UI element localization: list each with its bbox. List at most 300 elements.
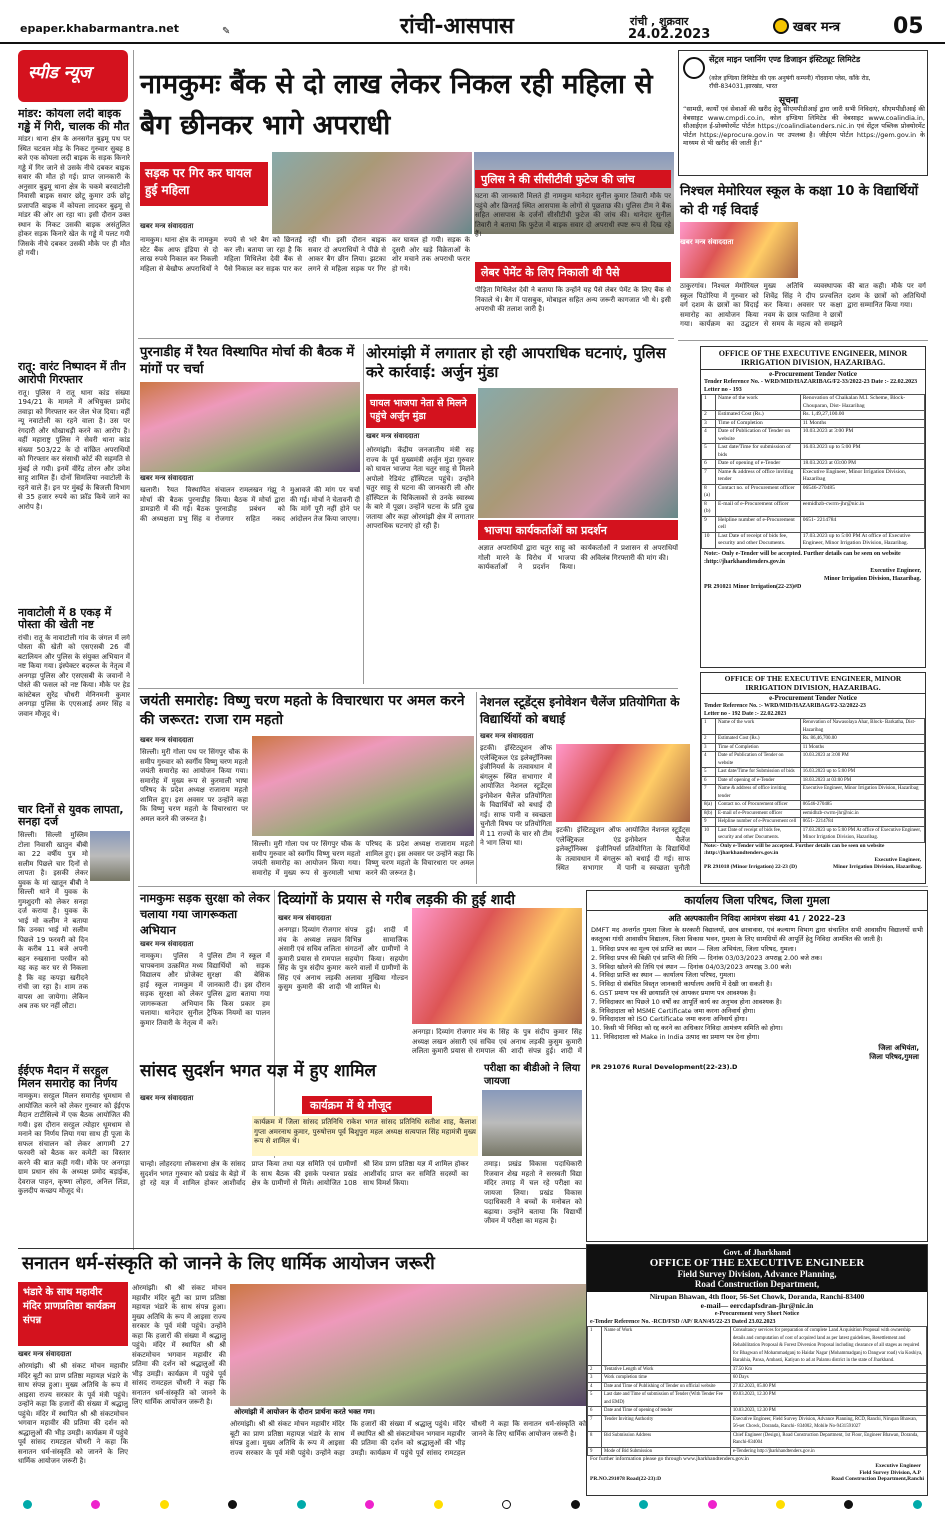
table-cell: Estimated Cost (Rs.) xyxy=(716,411,801,420)
table-row xyxy=(702,411,925,420)
table-cell: Rs. 86,46,700.00 xyxy=(800,735,924,744)
table-row xyxy=(702,428,925,444)
tender-pr-text: PR 291018 (Minor Irrigation) 22-23 (D) xyxy=(704,863,797,870)
reg-dot xyxy=(776,1500,785,1509)
table-cell: 4 xyxy=(702,428,716,444)
sanatan-byline: खबर मन्त्र संवाददाता xyxy=(18,1350,72,1358)
table-cell: 10.03.2023, 12.30 PM xyxy=(730,1407,926,1416)
reg-dot xyxy=(23,1500,32,1509)
labour-bar xyxy=(475,262,671,282)
table-cell: Contact no. of Procurement officer xyxy=(716,484,801,500)
table-cell: Last date/Time for submission of bids xyxy=(716,444,801,460)
brief-headline: चार दिनों से युवक लापता, सनहा दर्ज xyxy=(18,802,124,829)
govt-title: e-Procurement very Short Notice xyxy=(714,1311,800,1317)
brief-headline: रातू: वारंट निष्पादन में तीन आरोपी गिरफ्तार xyxy=(18,360,126,386)
govt-line-5: Nirupan Bhawan, 4th floor, 56-Set Chowk, Doranda, Ranchi-83400 xyxy=(649,1292,865,1301)
labour-body: पीड़िता मिथिलेश देवी ने बताया कि उन्होंने यह पैसे लेबर पेमेंट के लिए बैंक से निकाले थे। बैग में पासबुक, मोबाइल सहित अन्य जरूरी कागजात भी थे। इसी अपराधी की तलाश जारी है। xyxy=(475,286,671,313)
divyang-body: अनगड़ा। दिव्यांग रोजगार मंच के अध्यक्ष लखन अंसारी एवं सचिव ललिता कुमारी प्रयास से रामपाल सिंह के पुत्र संदीप कुमार सिंह एवं अनाथ लड़की कुसुम कुमारी की शादी संपन्न हुई। शादी में विभिन्न सामाजिक संगठनों और ग्रामीणों ने सहयोग किया। सहयोग करने वालों में ग्रामीणों के अलावा मुखिया गोल्डन भी शामिल थे। xyxy=(278,926,408,991)
zila-sign-2: जिला परिषद,गुमला xyxy=(869,1052,919,1061)
brief-body: मांडर। थाना क्षेत्र के अनसगेत बुढ़मू पथ पर स्थित चटवल मोड़ के निकट गुरुवार सुबह 8 बजे एक कोयला लदी बाइक के सड़क किनारे गड्ढे में गिर जाने से उसके नीचे दबकर बाइक सवार की मौत हो गई। प्राप्त जानकारी के अनुसार बुढ़मू थाना क्षेत्र के चकमे बरवाटोली निवासी बाइक सवार छोटू कुमार उर्फ छोटू प्रजापति बाइक में कोयला लादकर बुढ़मू से मांडर की ओर आ रहा था। इसी दौरान उक्त स्थान के निकट उसकी बाइक असंतुलित होकर सड़क किनारे खेत के गड्ढे में पलट गयी जिसके नीचे दबकर उसकी मौके पर ही मौत हो गयी। xyxy=(18,135,130,258)
table-cell: 10.03.2023 at 3:00 PM xyxy=(800,752,924,768)
sudarshan-body: चान्हो। लोहरदगा लोकसभा क्षेत्र के सांसद सुदर्शन भगत गुरुवार को प्रखंड के बेड़ो में हो रहे यज्ञ में शामिल होकर आशीर्वाद प्राप्त किया तथा यज्ञ समिति एवं ग्रामीणों के साथ बैठक की इसके पश्चात प्रखंड क्षेत्र के ग्रामीणों से मिले। आयोजित 108 श्री शिव प्राण प्रतिष्ठा यज्ञ में शामिल होकर आशीर्वाद प्राप्त कर समिति सदस्यों का साथ विमर्श किया। xyxy=(140,1160,469,1187)
table-cell: Time of Completion xyxy=(716,419,801,428)
school-photo xyxy=(680,222,798,278)
reg-dot xyxy=(571,1500,580,1509)
table-cell: 9 xyxy=(702,818,716,827)
table-cell: 16.03.2023 up to 5:00 PM xyxy=(800,444,924,460)
tender-letter: Letter no - 192 Date :- 22.02.2023 xyxy=(704,711,787,717)
list-item: 1. निविदा प्रपत्र का मूल्य एवं प्राप्ति का स्थान — जिला अभियंता, जिला परिषद, गुमला। xyxy=(591,945,797,953)
cmpdi-org: सेंट्रल माइन प्लानिंग एण्ड डिजाइन इंस्टिट्यूट लिमिटेड xyxy=(709,55,861,64)
table-cell: Executive Engineer, Minor Irrigation Division, Hazaribag xyxy=(800,785,924,801)
sudarshan-photo xyxy=(482,1090,582,1156)
table-cell: Rs. 1,49,27,100.00 xyxy=(800,411,924,420)
jayanti-byline: खबर मन्त्र संवाददाता xyxy=(140,736,194,744)
lead-headline: नामकुमः बैंक से दो लाख लेकर निकल रही महिला से बैग छीनकर भागे अपराधी xyxy=(140,69,653,141)
table-row xyxy=(702,500,925,516)
lead-kicker xyxy=(140,162,268,206)
govt-sign-3: Road Construction Department,Ranchi xyxy=(831,1476,924,1482)
table-row xyxy=(702,444,925,460)
table-row xyxy=(702,460,925,469)
table-row xyxy=(702,768,925,777)
list-item: 2. निविदा प्रपत्र की बिक्री एवं प्राप्ति की तिथि — दिनांक 03/03/2023 अपराह्न 2.00 बजे तक। xyxy=(591,953,823,962)
tender-ref: Tender Reference No. - WRD/MID/HAZARIBAG/F2-33/2022-23 Date :- 22.02.2023 xyxy=(704,379,918,385)
table-cell: 7 xyxy=(588,1415,602,1431)
tender-note: Note:- Only e-Tender will be accepted. Further details can be seen on website :http://jharkhandtenders.gov.in xyxy=(704,550,901,565)
tender-title: e-Procurement Tender Notice xyxy=(769,370,857,378)
list-item: 7. निविदाकार का पिछले 10 वर्षों का आपूर्ति कार्य का अनुभव होना आवश्यक है। xyxy=(591,997,782,1006)
table-cell: Last Date of receipt of bids fee, security and other Documents. xyxy=(716,532,801,548)
table-cell: 8 xyxy=(588,1431,602,1447)
brand-logo xyxy=(773,16,885,36)
list-item: 11. निविदादाता को Make in India उत्पाद का प्रमाण पत्र देना होगा। xyxy=(591,1032,760,1041)
national-body-2: इटकी। इंस्टिट्यूशन ऑफ एलेक्ट्रिकल एंड इलेक्ट्रॉनिक्स इंजीनियर्स के तत्वावधान में बंगलुरू स्थित सभागार में आयोजित नेशनल स्टूडेंट्स इनोवेशन चैलेंज प्रतियोगिता के विद्यार्थियों को बधाई दी गई। साफ पानी व स्वच्छता चुनौती xyxy=(556,826,690,872)
table-cell: Date of Publication of Tender on website xyxy=(716,428,801,444)
table-cell: Name & address of office inviting tender xyxy=(716,785,801,801)
table-cell: 3 xyxy=(702,743,716,752)
national-body: इटकी। इंस्टिट्यूशन ऑफ एलेक्ट्रिकल एंड इलेक्ट्रॉनिक्स इंजीनियर्स के तत्वावधान में बंगलुरू स्थित सभागार में आयोजित नेशनल स्टूडेंट्स इनोवेशन चैलेंज प्रतियोगिता के विद्यार्थियों को बधाई दी गई। साफ पानी व स्वच्छता चुनौती विषय पर प्रतियोगिता में 11 राज्यों के चार सौ टीम ने भाग लिया था। xyxy=(480,744,552,847)
ormanjhi-kicker xyxy=(366,394,476,428)
list-item: 6. GST प्रमाण पत्र की छायाप्रति एवं आयकर प्रमाण पत्र आवश्यक है। xyxy=(591,988,756,997)
sanatan-headline: सनातन धर्म-संस्कृति को जानने के लिए धार्मिक आयोजन जरूरी xyxy=(22,1253,435,1274)
table-cell: 2 xyxy=(702,735,716,744)
table-cell: Date of Publication of Tender on website xyxy=(716,752,801,768)
govt-line-1: Govt. of Jharkhand xyxy=(723,1248,791,1257)
table-cell: 06546-270485 xyxy=(800,801,924,810)
divyang-photo xyxy=(412,908,582,1024)
table-row xyxy=(588,1415,927,1431)
reg-dot xyxy=(639,1500,648,1509)
table-cell: 17.03.2023 up to 5:00 PM At office of Executive Engineer, Minor Irrigation Division, Hazaribag. xyxy=(800,532,924,548)
table-row xyxy=(588,1431,927,1447)
table-cell: Date and Time of Publishing of Tender on official website xyxy=(602,1382,731,1391)
brand-name: खबर मन्त्र xyxy=(793,20,841,35)
table-cell: Estimated Cost (Rs.) xyxy=(716,735,801,744)
brief-body: रांची। रातू के नावाटोली गांव के जंगल में लगे पोस्ता की खेती को एसएसबी 26 वीं बटालियन और पुलिस के संयुक्त अभियान में नष्ट किया गया। इंस्पेक्टर बदरूल के नेतृत्व में अनगड़ा पुलिस और एसएसबी के जवानों ने पोस्ते की फसल को नष्ट किया। मौके पर हेड कांस्टेबल सुरेंद्र चौधरी मेनिनमनी कुमार अनगड़ा पुलिस के एएसआई अमर सिंह व जवान मौजूद थे। xyxy=(18,633,130,718)
national-headline: नेशनल स्टूडेंट्स इनोवेशन चैलेंज प्रतियोगिता के विद्यार्थियों को बधाई xyxy=(480,695,680,726)
tender-notice-2 xyxy=(700,672,926,884)
ormanjhi-byline: खबर मन्त्र संवाददाता xyxy=(366,432,420,440)
divyang-byline: खबर मन्त्र संवाददाता xyxy=(278,914,332,922)
sudarshan-kicker xyxy=(302,1096,432,1114)
jayanti-body-2: सिल्ली। मुरी गोला पथ पर सिंगपुर चौक के समीप गुरुवार को स्वर्गीय विष्णु चरण महतो जयंती समारोह का आयोजन किया गया। समारोह में मुख्य रूप से कुरमाली भाषा परिषद के प्रदेश अध्यक्ष राजाराम महतो शामिल हुए। इस अवसर पर उन्होंने कहा कि विष्णु चरण महतो के विचारधारा पर अमल करने की जरूरत है। xyxy=(252,840,474,877)
section-title: रांची-आसपास xyxy=(400,14,514,39)
table-cell: Date of opening of e-Tender xyxy=(716,776,801,785)
table-cell: 18.03.2023 at 03:00 PM xyxy=(800,776,924,785)
table-cell: 6 xyxy=(702,460,716,469)
govt-note: For further information please go through www.jharkhandtenders.gov.in xyxy=(590,1456,749,1462)
raiyat-byline: खबर मन्त्र संवाददाता xyxy=(140,474,194,482)
table-cell: Last date/Time for Submission of bids xyxy=(716,768,801,777)
protest-text: भाजपा कार्यकर्ताओं का प्रदर्शन xyxy=(484,524,607,537)
tender-sign-1: Executive Engineer, xyxy=(874,856,921,863)
speed-news-label: स्पीड न्यूज xyxy=(28,63,92,83)
table-row xyxy=(702,743,925,752)
divider xyxy=(18,1248,588,1249)
table-cell: Renovation of Chaikalan M.I. Scheme, Block- Chouparan, Dist- Hazaribag xyxy=(800,395,924,411)
table-row xyxy=(588,1327,927,1366)
tender-pr: PR 291021 Minor Irrigation(22-23)#D xyxy=(704,583,802,590)
tender-table xyxy=(701,718,925,843)
brief-ratu xyxy=(18,361,130,602)
zila-title: कार्यालय जिला परिषद, जिला गुमला xyxy=(587,891,927,911)
table-cell: Executive Engineer, Minor Irrigation Division, Hazaribag xyxy=(800,468,924,484)
ormanjhi-headline: ओरमांझी में लगातार हो रही आपराधिक घटनाएं, पुलिस करे कार्रवाई: अर्जुन मुंडा xyxy=(366,344,666,381)
divyang-body-2: अनगड़ा। दिव्यांग रोजगार मंच के अध्यक्ष लखन अंसारी एवं सचिव ललिता कुमारी प्रयास से रामपाल सिंह के पुत्र संदीप कुमार सिंह एवं अनाथ लड़की कुसुम कुमारी की शादी संपन्न हुई। शादी में xyxy=(412,1028,582,1055)
table-cell: 1 xyxy=(702,395,716,411)
govt-table xyxy=(587,1326,927,1456)
list-item: 10. किसी भी निविदा को रद्द करने का अधिकार निविदा आमंत्रण समिति को होगा। xyxy=(591,1024,783,1033)
page-number: 05 xyxy=(893,14,924,39)
tender-sign-2: Minor Irrigation Division, Hazaribag. xyxy=(823,575,921,582)
brief-navatoli xyxy=(18,607,130,800)
tender-table xyxy=(701,394,925,549)
national-byline: खबर मन्त्र संवाददाता xyxy=(480,732,534,740)
list-item: 9. निविदादाता को ISO Certificate जमा करना अनिवार्य होगा। xyxy=(591,1015,748,1024)
list-item: 3. निविदा खोलने की तिथि एवं स्थान — दिनांक 04/03/2023 अपराह्न 3.00 बजे। xyxy=(591,962,792,971)
brief-headline: ईईएफ मैदान में सरहुल मिलन समारोह का निर्णय xyxy=(18,1064,118,1090)
table-cell: E-mail of e-Procurement officer xyxy=(716,809,801,818)
table-cell: 18.03.2023 at 03:00 PM xyxy=(800,460,924,469)
missing-person-photo xyxy=(90,831,130,881)
masthead xyxy=(0,0,945,44)
table-cell: Renovation of Nawasolaya Ahar, Block- Barkatha, Dist- Hazaribag xyxy=(800,719,924,735)
table-row xyxy=(702,776,925,785)
reg-dot xyxy=(913,1500,922,1509)
table-cell: 10 xyxy=(702,532,716,548)
table-cell: 11 Months xyxy=(800,743,924,752)
cctv-bar xyxy=(475,170,671,188)
labour-text: लेबर पेमेंट के लिए निकाली थी पैसे xyxy=(481,266,620,279)
table-cell: 06546-270485 xyxy=(800,484,924,500)
govt-line-2: OFFICE OF THE EXECUTIVE ENGINEER xyxy=(649,1257,865,1269)
table-cell: 9 xyxy=(588,1447,602,1456)
sanatan-caption: ओरमांझी में आयोजन के दौरान प्रार्थना करते भक्त गण। xyxy=(234,1408,375,1416)
road-safety-byline: खबर मन्त्र संवाददाता xyxy=(140,940,194,948)
cmpdi-notice-body: “सामग्री, कार्यों एवं सेवाओं की खरीद हेतु सीएमपीडीआई द्वारा जारी सभी निविदाएं, सीएमपीडीआई की वेबसाइट www.cmpdi.co.in, कोल इण्डिया लिमिटेड की वेबसाइट www.coalindia.in, सीआईएल ई-प्रोक्योरमेंट पोर्टल https://coalindiatenders.nic.in एवं सेंट्रल पब्लिक प्रोक्योरमेंट पोर्टल https://eprocure.gov.in पर उपलब्ध है। जीईएम पोर्टल https://gem.gov.in के माध्यम से भी खरीद की जाती है।” xyxy=(683,105,925,148)
table-row xyxy=(702,752,925,768)
table-cell: Bid Submission Address xyxy=(602,1431,731,1447)
raiyat-photo xyxy=(140,382,360,472)
table-cell: Tentative Length of Work xyxy=(602,1365,731,1374)
table-cell: Date of opening of e-Tender xyxy=(716,460,801,469)
protest-body: अज्ञात अपराधियों द्वारा चतुर साहू को गोली मारने के विरोध में भाजपा कार्यकर्ताओं ने प्रदर्शन किया। कार्यकर्ताओं ने प्रशासन से अपराधियों की अविलंब गिरफ्तारी की मांग की। xyxy=(478,544,678,571)
table-row xyxy=(702,484,925,500)
jayanti-headline-text: जयंती समारोह: विष्णु चरण महतो के विचारधारा पर अमल करने की जरूरत: राजा राम महतो xyxy=(140,693,465,728)
table-cell: 2 xyxy=(702,411,716,420)
tender-title: e-Procurement Tender Notice xyxy=(769,694,857,702)
divider xyxy=(678,340,928,341)
table-cell: 5 xyxy=(702,444,716,460)
cmpdi-logo-icon xyxy=(683,57,705,79)
road-safety-headline: नामकुमः सड़क सुरक्षा को लेकर चलाया गया जागरूकता अभियान xyxy=(140,891,270,937)
tender-note: Note:- Only e-Tender will be accepted. Further details can be seen on website :http://jharkhandtenders.gov.in xyxy=(704,842,885,856)
masthead-url[interactable]: epaper.khabarmantra.net xyxy=(20,22,179,35)
table-cell: Date and Time of opening of tender xyxy=(602,1407,731,1416)
table-cell: 9 xyxy=(702,516,716,532)
table-cell: eemidhzb-cwrrn-jhr@nic.in xyxy=(800,809,924,818)
reg-dot xyxy=(160,1500,169,1509)
table-row xyxy=(702,395,925,411)
table-cell: 11 Months xyxy=(800,419,924,428)
brief-body: सिल्ली। सिल्ली मुस्लिम टोला निवासी खातुन बीबी का 22 वर्षीय पुत्र मो सलीम पिछले चार दिनों से लापता है। इसकी लेकर युवक के मां खातून बीबी ने सिल्ली थाने में युवक के गुमशुदगी को लेकर सनहा दर्ज कराया है। युवक के भाई मो कलीम ने बताया कि उनका भाई मो सलीम पिछले 19 फरवरी को दिन के करीब 11 बजे अपनी बहन रुखसाना परवीन को यह कह कर घर से निकला है कि वह कपड़ा खरीदने रांची जा रहा है। शाम तक वापस आ जायेगा। लेकिन अब तक घर नहीं लौटा। xyxy=(18,831,88,1011)
table-cell: Contact no. of Procurement officer xyxy=(716,801,801,810)
reg-dot xyxy=(844,1500,853,1509)
bido-body: तमाड़। प्रखंड विकास पदाधिकारी रिजवान शेख महतो ने सरस्वती विद्या मंदिर तमाड़ में चल रहे परीक्षा का जायजा लिया। प्रखंड विकास पदाधिकारी ने बच्चों के मनोबल को बढ़ाया। उन्होंने बताया कि विद्यार्थी जीवन में परीक्षा का महत्व है। xyxy=(484,1160,582,1225)
zila-notice xyxy=(586,890,928,1242)
table-row xyxy=(588,1365,927,1374)
sanatan-body-2: ओरमांझी। श्री श्री संकट मोचन महावीर मंदिर बूटी का प्राण प्रतिष्ठा महायज्ञ भंडारे के साथ संपन्न हुआ। मुख्य अतिथि के रूप में आइसा राज्य सरकार के पूर्व मंत्री पहुंचे। उन्होंने कहा कि हजारों की संख्या में श्रद्धालु पहुंचे। मंदिर में स्थापित श्री श्री संकटमोचन भगवान महावीर की प्रतिमा की दर्शन को श्रद्धालुओं की भीड़ उमड़ी। कार्यक्रम में पहुंचे पूर्व सांसद रामटहल चौधरी ने कहा कि सनातन धर्म-संस्कृति को जानने के लिए धार्मिक आयोजन जरूरी है। xyxy=(132,1284,226,1406)
tender-pr xyxy=(701,864,925,871)
zila-lines xyxy=(587,943,927,1044)
table-cell: Name of the work xyxy=(716,719,801,735)
tender-letter: Letter no - 193 xyxy=(704,387,742,393)
table-cell: 7 xyxy=(702,785,716,801)
brief-headline: मांडर: कोयला लदी बाइक गड्ढे में गिरी, चालक की मौत xyxy=(18,108,130,133)
govt-sign-2: Field Survey Division, A.P xyxy=(859,1469,921,1476)
table-cell: 8 (b) xyxy=(702,500,716,516)
lead-kicker-text: सड़क पर गिर कर घायल हुई महिला xyxy=(145,166,252,197)
list-item: 5. निविदा से संबंधित विस्तृत जानकारी कार्यालय अवधि में देखी जा सकती है। xyxy=(591,980,773,989)
govt-ref: e-Tender Reference No. -RCD/FSD /AP/ RAN/45/22-23 Dated 23.02.2023 xyxy=(590,1319,776,1325)
cmpdi-notice-title: सूचना xyxy=(779,96,799,106)
table-cell: 10.03.2023 at 3:00 PM xyxy=(800,428,924,444)
table-cell: Name of the work xyxy=(716,395,801,411)
table-cell: 16.03.2023 up to 5:00 PM xyxy=(800,768,924,777)
tender-office: OFFICE OF THE EXECUTIVE ENGINEER, MINOR IRRIGATION DIVISION, HAZARIBAG. xyxy=(701,347,925,370)
cmpdi-notice xyxy=(678,50,928,176)
school-byline: खबर मन्त्र संवाददाता xyxy=(680,238,734,246)
cctv-text: पुलिस ने की सीसीटीवी फुटेज की जांच xyxy=(481,173,635,186)
zila-pr: PR 291076 Rural Development(22-23).D xyxy=(591,1062,738,1071)
table-cell: 6 xyxy=(702,776,716,785)
govt-line-4: Road Construction Department, xyxy=(694,1279,820,1289)
raiyat-body: खलारी। रैयत विस्थापित मोर्चा की बैठक पुरनाडीह डामडारी में की गई। बैठक की अध्यक्षता प्रभु सिंह व संचालन रामलखन गंझू ने किया। बैठक में मोर्चा द्वारा पुरनाडीह प्रबंधन को रोजगार सहित नकद मुआवजे की मांग पर चर्चा की गई। मोर्चा ने चेतावनी दी कि मांगें पूरी नहीं होने पर आंदोलन तेज किया जाएगा। xyxy=(140,486,360,523)
reg-dot xyxy=(91,1500,100,1509)
target-icon xyxy=(502,1500,511,1509)
table-row xyxy=(702,468,925,484)
govt-pr-text: PR.NO.291078 Road(22-23):D xyxy=(590,1476,662,1482)
reg-dot xyxy=(708,1500,717,1509)
cmpdi-sub: (कोल इण्डिया लिमिटेड की एक अनुषंगी कम्पनी) गोंदवाना प्लेस, काँके रोड, राँची-834031,झारखंड, भारत xyxy=(709,75,871,90)
table-cell: 5 xyxy=(588,1391,602,1407)
table-row xyxy=(702,818,925,827)
reg-dot xyxy=(297,1500,306,1509)
divider xyxy=(138,338,674,339)
table-cell: Consultancy services for preparation of complete Land Acquisition Proposal with ownership details and computation of cost of acquired land as per latest guidelines, Resettlement and Rehabilitation Proposal & Forest Diversion Proposal including clearance of all stages as required for Bhagwan of Mohammadganj to Haidar Nagar (Mohammadganj to Dangwar road) via Koshiya, Barakhia, Pansa, Ambasti, Katiyan to ad at Palamu district in the state of Jharkhand. xyxy=(730,1327,926,1366)
list-item: 4. निविदा प्राप्ति का स्थान — कार्यालय जिला परिषद, गुमला। xyxy=(591,971,736,980)
table-cell: 17.03.2023 up to 5:00 PM At office of Executive Engineer, Minor Irrigation Division, Hazaribag. xyxy=(800,826,924,842)
column-divider xyxy=(476,692,477,884)
govt-line-3: Field Survey Division, Advance Planning, xyxy=(677,1269,837,1279)
table-cell: 7 xyxy=(702,468,716,484)
table-row xyxy=(702,826,925,842)
table-cell: Time of Completion xyxy=(716,743,801,752)
speed-news-logo xyxy=(18,50,128,102)
table-cell: Chief Engineer (Design), Road Construction Department, 1st Floor, Engineer Bhawan, Doranda, Ranchi-834004 xyxy=(730,1431,926,1447)
cctv-body: घटना की जानकारी मिलते ही नामकुम थानेदार सुनील कुमार तिवारी मौके पर पहुंचे और छिनतई स्थित आसपास के लोगों से पूछताछ की। पुलिस टीम ने बैंक सहित आसपास के दर्जनों सीसीटीवी फुटेज की जांच की। थानेदार सुनील तिवारी ने बताया कि फुटेज में बाइक सवार दो अपराधी स्पष्ट रूप से दिख रहे हैं। xyxy=(475,192,671,238)
table-cell: 1 xyxy=(702,719,716,735)
table-row xyxy=(702,419,925,428)
table-cell: E-mail of e-Procurement officer xyxy=(716,500,801,516)
ormanjhi-body: ओरमांझी। केंद्रीय जनजातीय मंत्री सह राज्य के पूर्व मुख्यमंत्री अर्जुन मुंडा गुरुवार को घायल भाजपा नेता चतुर साहू से मिलने अपोलो रेडियंट हॉस्पिटल पहुंचे। उन्होंने चतुर साहू से घटना की जानकारी ली और हॉस्पिटल के चिकित्सकों से उनके स्वास्थ्य के बारे में पूछा। उन्होंने घटना के प्रति दुख जताया और कहा ओरमांझी क्षेत्र में लगातार आपराधिक घटनाएं हो रही हैं। xyxy=(366,446,474,530)
table-cell: 0651- 2214784 xyxy=(800,516,924,532)
divider xyxy=(138,688,678,689)
table-cell: Name of Work xyxy=(602,1327,731,1366)
table-cell: Name & address of office inviting tender xyxy=(716,468,801,484)
sanatan-side-title-text: भंडारे के साथ महावीर मंदिर प्राणप्रतिष्ठा कार्यक्रम संपन्न xyxy=(23,1287,116,1326)
brief-body: रातू। पुलिस ने रातू थाना कांड संख्या 194/21 के मामले में अभियुक्त प्रमोद तवाड़ा को गिरफ्तार कर जेल भेज दिया। वहीं न्यू नवाटोली का रहने वाला है। उस पर रंगदारी और धोखाधड़ी करने का आरोप है। वहीं महाराष्ट्र पुलिस ने सेवरी थाना कांड संख्या 503/22 के दो वांछित अपराधियों को गिरफ्तार कर संसाधी कोर्ट की सहमति से मुंबई ले गयी। इनमें वीरेंद्र तोरन और उमेश साहू शामिल हैं। दोनों सिमलिया नवाटोली के रहने वाले हैं। इन पर मुंबई के बिजली विभाग से 35 हजार रुपये का फ्रॉड किये जाने का आरोप है। xyxy=(18,388,130,511)
table-cell: Last date and Time of submission of Tender (With Tender Fee and EMD) xyxy=(602,1391,731,1407)
jayanti-body: सिल्ली। मुरी गोला पथ पर सिंगपुर चौक के समीप गुरुवार को स्वर्गीय विष्णु चरण महतो जयंती समारोह का आयोजन किया गया। समारोह में मुख्य रूप से कुरमाली भाषा परिषद के प्रदेश अध्यक्ष राजाराम महतो शामिल हुए। इस अवसर पर उन्होंने कहा कि विष्णु चरण महतो के विचारधारा पर अमल करने की जरूरत है। xyxy=(140,748,248,823)
raiyat-headline: पुरनाडीह में रैयत विस्थापित मोर्चा की बैठक में मांगों पर चर्चा xyxy=(140,345,355,377)
brief-headline: नावाटोली में 8 एकड़ में पोस्ता की खेती नष्ट xyxy=(18,605,112,632)
zila-sign-1: जिला अभियंता, xyxy=(878,1043,919,1052)
brief-missing xyxy=(18,804,130,1061)
reg-dot xyxy=(228,1500,237,1509)
table-cell: Last Date of receipt of bids fee, security and other Documents. xyxy=(716,826,801,842)
color-registration-marks xyxy=(20,1500,925,1512)
table-cell: Executive Engineer, Field Survey Division, Advance Planning, RCD, Ranchi, Nirupan Bhawan, 56-set Chowk, Doranda, Ranchi- 834002, Mobile No-9431591027 xyxy=(730,1415,926,1431)
road-safety-body: नामकुम। पुलिस ने चापबनाम उत्क्रमित मध्य विद्यालय और प्रोजेक्ट हाई स्कूल नामकुम में सड़क सुरक्षा को लेकर जागरूकता अभियान चलाया। थानेदार सुनील कुमार तिवारी के नेतृत्व में पुलिस टीम ने स्कूल में विद्यार्थियों को सड़क सुरक्षा की बेसिक जानकारी दी। इस दौरान पुलिस द्वारा बताया गया कि किस प्रकार हम ट्रैफिक नियमों का पालन करें। xyxy=(140,952,270,1027)
tender-ref: Tender Reference No. :- WRD/MID/HAZARIBAG/F2-32/2022-23 xyxy=(704,703,866,709)
table-cell: Mode of Bid Submission xyxy=(602,1447,731,1456)
brief-body: नामकुम। सरहुल मिलन समारोह धूमधाम से आयोजित करने को लेकर गुरुवार को ईईएफ मैदान टाटीसिल्वे में एक बैठक आयोजित की गयी। इस दौरान सरहुल त्योहार धूमधाम से मनाने का निर्णय लिया गया साथ ही पूजा के सफल संचालन को लेकर आगामी 27 फरवरी को बैठक कर कमेटी का विस्तार करने की बात कही गयी। मौके पर अनगड़ा ग्राम प्रधान संघ के अध्यक्ष प्रमोद बड़ाईक, देवराज पाहन, कृष्णा लोहरा, अनिल लिंडा, कुलदीप कच्छप मौजूद थे। xyxy=(18,1092,130,1196)
zila-subtitle: अति अल्पकालीन निविदा आमंत्रण संख्या 41 / 2022–23 xyxy=(668,914,846,923)
table-cell: 0651- 2214784 xyxy=(800,818,924,827)
table-cell: Helpline number of e-Procurement cell xyxy=(716,818,801,827)
sanatan-side-title xyxy=(18,1282,128,1346)
sudarshan-headline: सांसद सुदर्शन भगत यज्ञ में हुए शामिल xyxy=(140,1061,377,1081)
table-cell: 37.50 Km xyxy=(730,1365,926,1374)
table-row xyxy=(702,809,925,818)
table-cell: 5 xyxy=(702,768,716,777)
sudarshan-kicker-text: कार्यक्रम में थे मौजूद xyxy=(310,1099,392,1112)
table-cell: Tender Inviting Authority xyxy=(602,1415,731,1431)
masthead-day: रांची , शुक्रवार xyxy=(630,15,689,28)
column-divider xyxy=(133,50,134,1250)
masthead-date: 24.02.2023 xyxy=(628,27,711,42)
brief-mandar xyxy=(18,108,130,357)
jayanti-headline xyxy=(140,692,470,730)
table-row xyxy=(588,1382,927,1391)
table-cell: 8(b) xyxy=(702,809,716,818)
table-row xyxy=(702,801,925,810)
school-body: ठाकुरगांव। निश्चल मेमोरियल स्कूल पिठोरिया में गुरुवार को वर्ग दशम के छात्रों का विदाई समारोह का आयोजन किया गया। कार्यक्रम का उद्घाटन मुख्य अतिथि व्यवस्थापक शिवेंद्र सिंह ने दीप प्रज्वलित कर किया। अवसर पर कक्षा नवम के छात्र फातिमा ने छात्रों से समय के महत्व को समझने की बात कही। मौके पर वर्ग दशम के छात्रों को अतिथियों द्वारा सम्मानित किया गया। xyxy=(680,282,926,328)
national-photo xyxy=(556,744,690,822)
list-item: 8. निविदादाता को MSME Certificate जमा करना अनिवार्य होगा। xyxy=(591,1006,756,1015)
table-cell: 6 xyxy=(588,1407,602,1416)
jayanti-photo xyxy=(252,736,474,836)
bido-headline: परीक्षा का बीडीओ ने लिया जायजा xyxy=(484,1063,581,1087)
govt-notice xyxy=(586,1244,928,1496)
table-cell: 4 xyxy=(588,1382,602,1391)
zila-intro: DMFT मद अन्तर्गत गुमला जिला के सरकारी विद्यालयों, छात्र छात्रावास, एवं कल्याण विभाग द्वारा संचालित सभी आवासीय विद्यालयों सभी कस्तूरबा गांधी आवासीय विद्यालय, जिला विकास भवन, गुमला के लिए सामग्रियों की आपूर्ति हेतु निविदा आमंत्रित की जाती है। xyxy=(591,926,923,943)
table-row xyxy=(588,1374,927,1383)
school-headline: निश्चल मेमोरियल स्कूल के कक्षा 10 के विद्यार्थियों को दी गई विदाई xyxy=(680,184,919,218)
sudarshan-kicker-body: कार्यक्रम में जिला सांसद प्रतिनिधि राकेश भगत सांसद प्रतिनिधि सतीश शाह, कैलाश गुप्ता अमरनाथ कुमार, पुरुषोत्तम पूर्व बिशुपुरा महल अध्यक्ष सत्यपाल सिंह महामंत्री मुख्य रूप से शामिल थे। xyxy=(252,1116,478,1156)
table-row xyxy=(588,1407,927,1416)
table-row xyxy=(588,1391,927,1407)
table-cell: 1 xyxy=(588,1327,602,1366)
govt-line-6: e-mail— eercdapfsdran-jhr@nic.in xyxy=(700,1301,814,1310)
table-cell: 2 xyxy=(588,1365,602,1374)
protest-bar xyxy=(478,520,678,540)
govt-sign-1: Executive Engineer xyxy=(875,1463,921,1469)
table-cell: eemidhzb-cwrrn-jhr@nic.in xyxy=(800,500,924,516)
table-row xyxy=(588,1447,927,1456)
table-cell: 3 xyxy=(702,419,716,428)
tender-notice-1 xyxy=(700,346,926,668)
table-cell: 27.02.2023, 05.00 PM xyxy=(730,1382,926,1391)
table-row xyxy=(702,532,925,548)
sudarshan-byline: खबर मन्त्र संवाददाता xyxy=(140,1094,194,1102)
sanatan-body-3: ओरमांझी। श्री श्री संकट मोचन महावीर मंदिर बूटी का प्राण प्रतिष्ठा महायज्ञ भंडारे के साथ संपन्न हुआ। मुख्य अतिथि के रूप में आइसा राज्य सरकार के पूर्व मंत्री पहुंचे। उन्होंने कहा कि हजारों की संख्या में श्रद्धालु पहुंचे। मंदिर में स्थापित श्री श्री संकटमोचन भगवान महावीर की प्रतिमा की दर्शन को श्रद्धालुओं की भीड़ उमड़ी। कार्यक्रम में पहुंचे पूर्व सांसद रामटहल चौधरी ने कहा कि सनातन धर्म-संस्कृति को जानने के लिए धार्मिक आयोजन जरूरी है। xyxy=(230,1420,586,1457)
govt-header xyxy=(587,1245,927,1292)
divyang-headline: दिव्यांगों के प्रयास से गरीब लड़की की हुई शादी xyxy=(278,892,515,908)
table-cell: 10 xyxy=(702,826,716,842)
table-cell: 60 Days xyxy=(730,1374,926,1383)
lead-body: नामकुम। थाना क्षेत्र के नामकुम स्टेट बैंक आफ इंडिया से दो लाख रुपये निकाल कर निकली महिला से बेखौफ अपराधियों ने रुपये से भरे बैग को छिनतई कर ली। बताया जा रहा है कि महिला मिथिलेश देवी बैंक से पैसे निकाल कर सड़क पार कर रही थी। इसी दौरान बाइक सवार दो अपराधियों ने पीछे से आकर बैग छीन लिया। झटका लगने से महिला सड़क पर गिर कर घायल हो गयी। सड़क के दूसरी ओर खड़े विक्रेताओं के शोर मचाने तक अपराधी फरार हो गये। xyxy=(140,236,470,273)
sanatan-photo xyxy=(230,1284,586,1406)
table-cell: 4 xyxy=(702,752,716,768)
table-cell: 3 xyxy=(588,1374,602,1383)
table-cell: Work completion time xyxy=(602,1374,731,1383)
reg-dot xyxy=(365,1500,374,1509)
govt-pr xyxy=(587,1476,927,1483)
tender-sign-1: Executive Engineer, xyxy=(870,567,921,574)
table-cell: 8 (a) xyxy=(702,484,716,500)
tender-sign-2: Minor Irrigation Division, Hazaribag. xyxy=(833,863,922,870)
reg-dot xyxy=(434,1500,443,1509)
ormanjhi-kicker-text: घायल भाजपा नेता से मिलने पहुंचे अर्जुन मुंडा xyxy=(370,398,467,422)
table-row xyxy=(702,735,925,744)
tender-office: OFFICE OF THE EXECUTIVE ENGINEER, MINOR IRRIGATION DIVISION, HAZARIBAG. xyxy=(701,673,925,694)
lead-photo xyxy=(272,152,472,234)
ormanjhi-photo xyxy=(478,388,678,518)
table-row xyxy=(702,516,925,532)
table-row xyxy=(702,785,925,801)
sanatan-body: ओरमांझी। श्री श्री संकट मोचन महावीर मंदिर बूटी का प्राण प्रतिष्ठा महायज्ञ भंडारे के साथ संपन्न हुआ। मुख्य अतिथि के रूप में आइसा राज्य सरकार के पूर्व मंत्री पहुंचे। उन्होंने कहा कि हजारों की संख्या में श्रद्धालु पहुंचे। मंदिर में स्थापित श्री श्री संकटमोचन भगवान महावीर की प्रतिमा की दर्शन को श्रद्धालुओं की भीड़ उमड़ी। कार्यक्रम में पहुंचे पूर्व सांसद रामटहल चौधरी ने कहा कि सनातन धर्म-संस्कृति को जानने के लिए धार्मिक आयोजन जरूरी है। xyxy=(18,1362,128,1465)
brand-logo-icon xyxy=(773,18,789,34)
table-cell: 09.03.2023, 12.30 PM xyxy=(730,1391,926,1407)
table-cell: e-Tendering http://jharkhandtenders.gov.in xyxy=(730,1447,926,1456)
table-cell: 8(a) xyxy=(702,801,716,810)
table-cell: Helpline number of e-Procurement cell xyxy=(716,516,801,532)
cursor-icon: ✎ xyxy=(222,26,231,37)
column-divider xyxy=(363,344,364,684)
